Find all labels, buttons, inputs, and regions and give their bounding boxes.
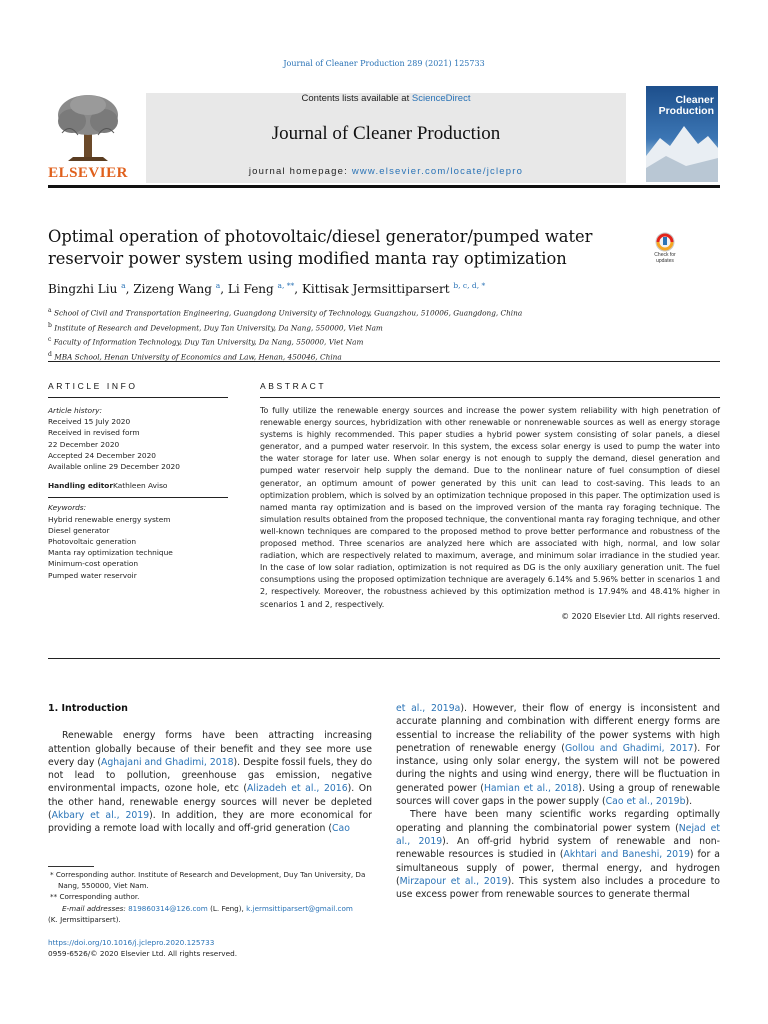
- citation-link[interactable]: Aghajani and Ghadimi, 2018: [100, 756, 234, 768]
- history-label: Article history:: [48, 406, 102, 415]
- affiliation: [48, 305, 728, 320]
- citation-link[interactable]: Cao: [332, 823, 350, 835]
- body-text: ). An off-grid hybrid system of renewable and non-renewable resources is studied in (: [396, 835, 720, 861]
- citation-link[interactable]: et al., 2019a: [396, 703, 461, 714]
- history-list: [48, 416, 228, 472]
- affiliation: [48, 334, 728, 349]
- history-item: 22 December 2020: [48, 439, 120, 449]
- history-item: Received 15 July 2020: [48, 417, 131, 427]
- body-text: ). This system also includes a procedure to use excess power from renewable sources to generate thermal: [396, 875, 720, 901]
- author-affiliation-mark[interactable]: a, **: [277, 281, 295, 290]
- body-text: ). Using a group of renewable sources will cover gaps in the power supply (: [396, 782, 721, 808]
- author-name: Bingzhi Liu: [48, 282, 118, 296]
- footnote-corresponding-2: ** Corresponding author.: [50, 892, 140, 902]
- footnote-emails: [48, 903, 376, 914]
- header-divider: [48, 185, 720, 188]
- affiliation-mark: b: [48, 321, 52, 329]
- keyword: Manta ray optimization technique: [48, 548, 173, 558]
- contents-prefix: Contents lists available at: [301, 93, 412, 104]
- affiliations: [48, 305, 728, 364]
- introduction-heading: 1. Introduction: [48, 703, 128, 714]
- intro-paragraph-1-cont: [396, 702, 720, 808]
- keywords-rule: [48, 497, 228, 498]
- keywords-list: [48, 514, 228, 581]
- info-heading-rule: [48, 397, 228, 398]
- author-name: Zizeng Wang: [133, 282, 212, 296]
- body-left-column: [48, 702, 372, 836]
- masthead: [146, 93, 626, 183]
- cover-title: [659, 95, 714, 117]
- intro-paragraph-2: [396, 808, 720, 901]
- keyword: Photovoltaic generation: [48, 537, 137, 547]
- homepage-link[interactable]: www.elsevier.com/locate/jclepro: [351, 166, 524, 177]
- sciencedirect-link[interactable]: ScienceDirect: [411, 93, 471, 104]
- contents-line: [146, 93, 626, 104]
- journal-title: Journal of Cleaner Production: [271, 123, 501, 144]
- author-affiliation-mark[interactable]: b, c, d, *: [453, 281, 486, 290]
- body-text: ) for a simultaneous supply of power, thermal energy, and hydrogen (: [396, 849, 720, 887]
- keyword: Diesel generator: [48, 525, 110, 535]
- author-name: Li Feng: [227, 282, 274, 296]
- keyword: Pumped water reservoir: [48, 570, 137, 580]
- intro-paragraph-1: [48, 729, 372, 835]
- title-line-1: Optimal operation of photovoltaic/diesel generator/pumped water: [48, 227, 593, 246]
- keywords-label: Keywords:: [48, 503, 87, 513]
- citation-link[interactable]: Akhtari and Baneshi, 2019: [563, 849, 690, 861]
- journal-homepage: [146, 166, 626, 177]
- check-updates-label: [646, 252, 684, 264]
- history-item: Received in revised form: [48, 428, 140, 438]
- affiliation-mark: c: [48, 336, 52, 344]
- email-owner-jermsittiparsert: (K. Jermsittiparsert).: [48, 914, 121, 924]
- check-for-updates-badge[interactable]: [646, 232, 684, 270]
- handling-label: Handling editor: [48, 481, 114, 491]
- citation-link[interactable]: Mirzapour et al., 2019: [399, 875, 508, 887]
- meta-divider: [48, 361, 720, 362]
- body-text: ). On the other hand, renewable energy sources will never be depleted (: [48, 783, 373, 822]
- footnote-rule: [48, 866, 94, 867]
- homepage-prefix: journal homepage:: [248, 166, 352, 177]
- affiliation-text: Faculty of Information Technology, Duy Tan University, Da Nang, 550000, Viet Nam: [53, 337, 364, 347]
- title-line-2: reservoir power system using modified manta ray optimization: [48, 249, 567, 268]
- email-link-jermsittiparsert[interactable]: k.jermsittiparsert@gmail.com: [246, 903, 353, 913]
- journal-cover[interactable]: [646, 86, 718, 182]
- check-updates-icon: [646, 232, 684, 252]
- article-info-heading: ARTICLE INFO: [48, 381, 138, 391]
- keyword: Hybrid renewable energy system: [48, 514, 171, 524]
- body-text: ). For instance, using only solar energy, the system will not be powered during the nights and using wind energy, there will be fluctuation in generated power (: [396, 742, 720, 794]
- elsevier-logo[interactable]: [48, 93, 128, 183]
- body-right-column: [396, 702, 720, 901]
- tree-icon: [48, 93, 128, 165]
- history-item: Available online 29 December 2020: [48, 462, 180, 472]
- elsevier-wordmark: ELSEVIER: [48, 165, 128, 181]
- body-text: There have been many scientific works regarding optimally operating and planning the combinatorial power system (: [396, 809, 720, 834]
- affiliation-text: Institute of Research and Development, Duy Tan University, Da Nang, 550000, Viet Nam: [54, 323, 383, 333]
- check-label-line2: updates: [656, 258, 674, 264]
- abstract-divider: [48, 658, 720, 659]
- journal-citation[interactable]: Journal of Cleaner Production 289 (2021) 125733: [283, 59, 485, 68]
- body-text: Renewable energy forms have been attracting increasing attention globally because of their benefit and they see more use every day (: [48, 730, 372, 768]
- cover-title-line2: Production: [658, 105, 714, 117]
- affiliation-mark: d: [48, 350, 52, 358]
- handling-name: Kathleen Aviso: [113, 481, 168, 491]
- email-label: E-mail addresses:: [62, 903, 129, 913]
- cover-title-line1: Cleaner: [675, 94, 714, 106]
- history-item: Accepted 24 December 2020: [48, 450, 157, 460]
- affiliation-text: School of Civil and Transportation Engineering, Guangdong University of Technology, Guangzhou, 510006, Guangdong, China: [53, 308, 523, 318]
- author-name: Kittisak Jermsittiparsert: [301, 282, 450, 296]
- abstract-heading-rule: [260, 397, 720, 398]
- doi-block: [48, 937, 378, 959]
- author-affiliation-mark[interactable]: a: [215, 281, 221, 290]
- affiliation: [48, 320, 728, 335]
- keyword: Minimum-cost operation: [48, 559, 139, 569]
- email-owner-feng: (L. Feng),: [207, 903, 247, 913]
- affiliation-mark: a: [48, 307, 52, 314]
- body-text: ).: [685, 796, 693, 808]
- abstract-heading: ABSTRACT: [260, 381, 327, 391]
- body-text: ). In addition, they are more economical for providing a remote load with locally and off-grid generation (: [48, 810, 372, 835]
- author-list: Bingzhi Liu $^a$, Zizeng Wang $^a$, Li Feng $^{a, **}$, Kittisak Jermsittiparsert $^{b, c, d, *}$: [48, 281, 486, 296]
- author-affiliation-mark[interactable]: a: [121, 281, 126, 290]
- handling-editor: [48, 480, 228, 491]
- citation-link[interactable]: Akbary et al., 2019: [51, 810, 150, 822]
- citation-link[interactable]: Hamian et al., 2018: [483, 782, 579, 794]
- abstract-text: To fully utilize the renewable energy sources and increase the power system reliability with high penetration of renewable energy sources, hybridization with other renewable or nonrenewable sources as well as energy storage systems is highly recommended. This paper studies a hybrid power system consisting of solar panels, a diesel generator, and a pumped water reservoir. In this system, the excess solar energy is used to pump the water into the water storage for later use. When solar energy is not enough to supply the demand, diesel generation and pumped water reservoir help supply the demand. Due to the nonlinear nature of fuel consumption of diesel generator, an optimum amount of power generated by this unit can lead to cost-saving. This leads to an optimization problem, which is solved by an optimization technique proposed in this paper. The optimization used is named manta ray optimization and is based on the improved version of the manta ray foraging technique. The simulation results obtained from the proposed technique, the conventional manta ray foraging technique, and other well-known techniques are compared to the proposed method to prove better performance and robustness of the proposed method. Three scenarios are analyzed here which are associated with high, normal, and low solar radiation, which are respectively related to maximum, average, and minimum solar irradiance in the studied year. In the case of low solar radiation, optimization is not required as DG is the only auxiliary generation unit. The fuel consumptions using the proposed optimization technique are averagely 6.14% and 5.96% better in scenarios 1 and 2, respectively. Moreover, the robustness achieved by this optimization method is 17.94% and 48.41% higher in scenarios 1 and 2, respectively.: [260, 406, 720, 609]
- citation-link[interactable]: Alizadeh et al., 2016: [247, 783, 348, 795]
- footnote-corresponding-1: * Corresponding author. Institute of Research and Development, Duy Tan University, Da Nang, 550000, Viet Nam.: [50, 870, 366, 891]
- article-title: [48, 226, 623, 270]
- doi-link[interactable]: https://doi.org/10.1016/j.jclepro.2020.125733: [48, 938, 215, 947]
- footnotes: [48, 869, 376, 925]
- email-link-feng[interactable]: 819860314@126.com: [128, 903, 208, 913]
- citation-link[interactable]: Gollou and Ghadimi, 2017: [564, 742, 694, 754]
- body-text: ). Despite fossil fuels, they do not lead to pollution, greenhouse gas emission, negative environmental impacts, ozone hole, etc (: [48, 756, 373, 795]
- affiliation-text: MBA School, Henan University of Economics and Law, Henan, 450046, China: [54, 352, 342, 362]
- citation-link[interactable]: Nejad et al., 2019: [396, 822, 720, 847]
- abstract-copyright: © 2020 Elsevier Ltd. All rights reserved.: [561, 611, 720, 621]
- check-label-line1: Check for: [654, 252, 676, 258]
- citation-link[interactable]: Cao et al., 2019b: [605, 796, 686, 808]
- abstract-body: [260, 405, 720, 623]
- article-info: [48, 405, 228, 581]
- body-text: ). However, their flow of energy is inconsistent and accurate planning and combination with different energy forms are essential to increase the reliability of the power systems with high penetration of renewable energy (: [396, 703, 720, 754]
- issn-line: 0959-6526/© 2020 Elsevier Ltd. All rights reserved.: [48, 949, 238, 958]
